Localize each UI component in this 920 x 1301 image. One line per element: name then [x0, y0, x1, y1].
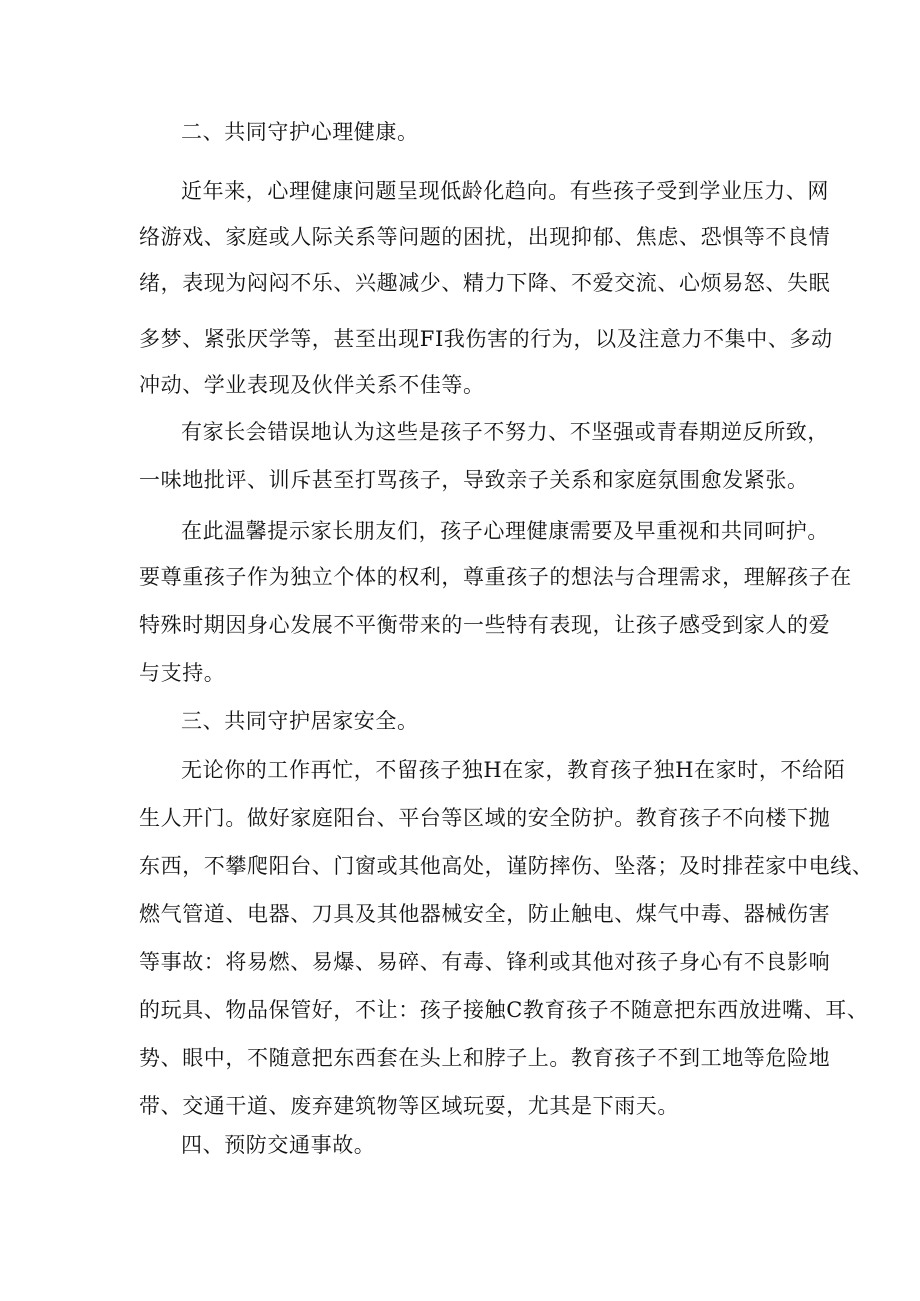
section-heading-home-safety: 三、共同守护居家安全。 — [181, 709, 419, 733]
paragraph-line: 的玩具、物品保管好，不让：孩子接触C教育孩子不随意把东西放进嘴、耳、 — [139, 998, 869, 1022]
paragraph-line: 势、眼中，不随意把东西套在头上和脖子上。教育孩子不到工地等危险地 — [139, 1046, 831, 1070]
paragraph-line: 等事故：将易燃、易爆、易碎、有毒、锋利或其他对孩子身心有不良影响 — [139, 950, 831, 974]
paragraph-line: 在此温馨提示家长朋友们，孩子心理健康需要及早重视和共同呵护。 — [181, 519, 829, 543]
paragraph-line: 要尊重孩子作为独立个体的权利，尊重孩子的想法与合理需求，理解孩子在 — [139, 565, 852, 589]
paragraph-line: 一味地批评、训斥甚至打骂孩子，导致亲子关系和家庭氛围愈发紧张。 — [139, 468, 809, 492]
paragraph-line: 带、交通干道、废弃建筑物等区域玩耍，尤其是下雨天。 — [139, 1094, 679, 1118]
section-heading-traffic: 四、预防交通事故。 — [181, 1133, 376, 1157]
paragraph-line: 有家长会错误地认为这些是孩子不努力、不坚强或青春期逆反所致， — [181, 420, 829, 444]
paragraph-line: 多梦、紧张厌学等，甚至出现FI我伤害的行为，以及注意力不集中、多动 — [139, 327, 833, 351]
paragraph-line: 近年来，心理健康问题呈现低龄化趋向。有些孩子受到学业压力、网 — [181, 179, 829, 203]
paragraph-line: 与支持。 — [139, 661, 226, 685]
paragraph-line: 特殊时期因身心发展不平衡带来的一些特有表现，让孩子感受到家人的爱 — [139, 613, 831, 637]
paragraph-line: 络游戏、家庭或人际关系等问题的困扰，出现抑郁、焦虑、恐惧等不良情 — [139, 225, 831, 249]
paragraph-line: 燃气管道、电器、刀具及其他器械安全，防止触电、煤气中毒、器械伤害 — [139, 902, 831, 926]
paragraph-line: 东西，不攀爬阳台、门窗或其他高处，谨防摔伤、坠落；及时排茬家中电线、 — [139, 854, 874, 878]
section-heading-mental-health: 二、共同守护心理健康。 — [181, 120, 419, 144]
paragraph-line: 绪，表现为闷闷不乐、兴趣减少、精力下降、不爱交流、心烦易怒、失眠 — [139, 271, 831, 295]
paragraph-line: 生人开门。做好家庭阳台、平台等区域的安全防护。教育孩子不向楼下抛 — [139, 806, 831, 830]
paragraph-line: 无论你的工作再忙，不留孩子独H在家，教育孩子独H在家时，不给陌 — [181, 758, 846, 782]
paragraph-line: 冲动、学业表现及伙伴关系不佳等。 — [139, 373, 485, 397]
